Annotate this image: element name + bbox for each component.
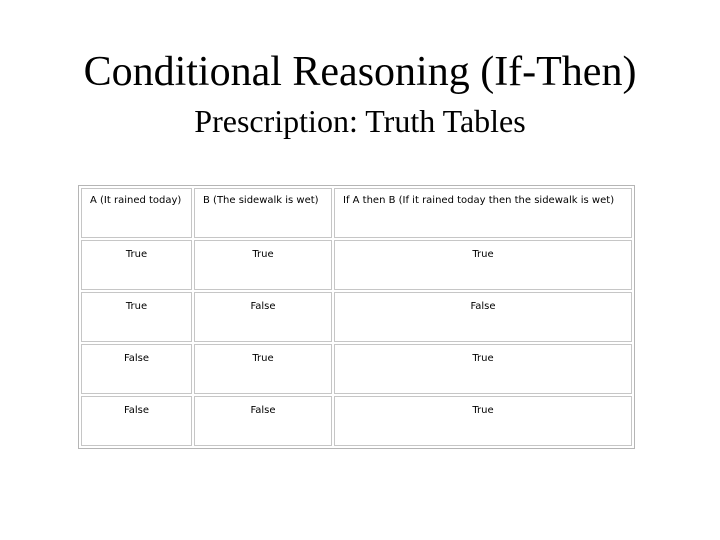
cell-b: True: [194, 344, 332, 394]
table-row: [81, 344, 632, 394]
cell-b: False: [194, 396, 332, 446]
table-row: [81, 396, 632, 446]
cell-b: False: [194, 292, 332, 342]
slide-title: Conditional Reasoning (If-Then): [83, 49, 637, 95]
cell-conditional: False: [334, 292, 632, 342]
slide-subtitle: Prescription: Truth Tables: [194, 103, 526, 139]
table-header: [81, 188, 632, 238]
table-row: [81, 292, 632, 342]
cell-conditional: True: [334, 396, 632, 446]
cell-conditional: True: [334, 240, 632, 290]
cell-a: True: [81, 292, 192, 342]
cell-a: True: [81, 240, 192, 290]
table-row: [81, 240, 632, 290]
cell-conditional: True: [334, 344, 632, 394]
header-b: B (The sidewalk is wet): [194, 188, 332, 238]
cell-b: True: [194, 240, 332, 290]
header-a: A (It rained today): [81, 188, 192, 238]
table-body: [81, 240, 632, 446]
header-conditional: If A then B (If it rained today then the sidewalk is wet): [334, 188, 632, 238]
cell-a: False: [81, 344, 192, 394]
header-row: [81, 188, 632, 238]
cell-a: False: [81, 396, 192, 446]
truth-table: [78, 185, 635, 449]
